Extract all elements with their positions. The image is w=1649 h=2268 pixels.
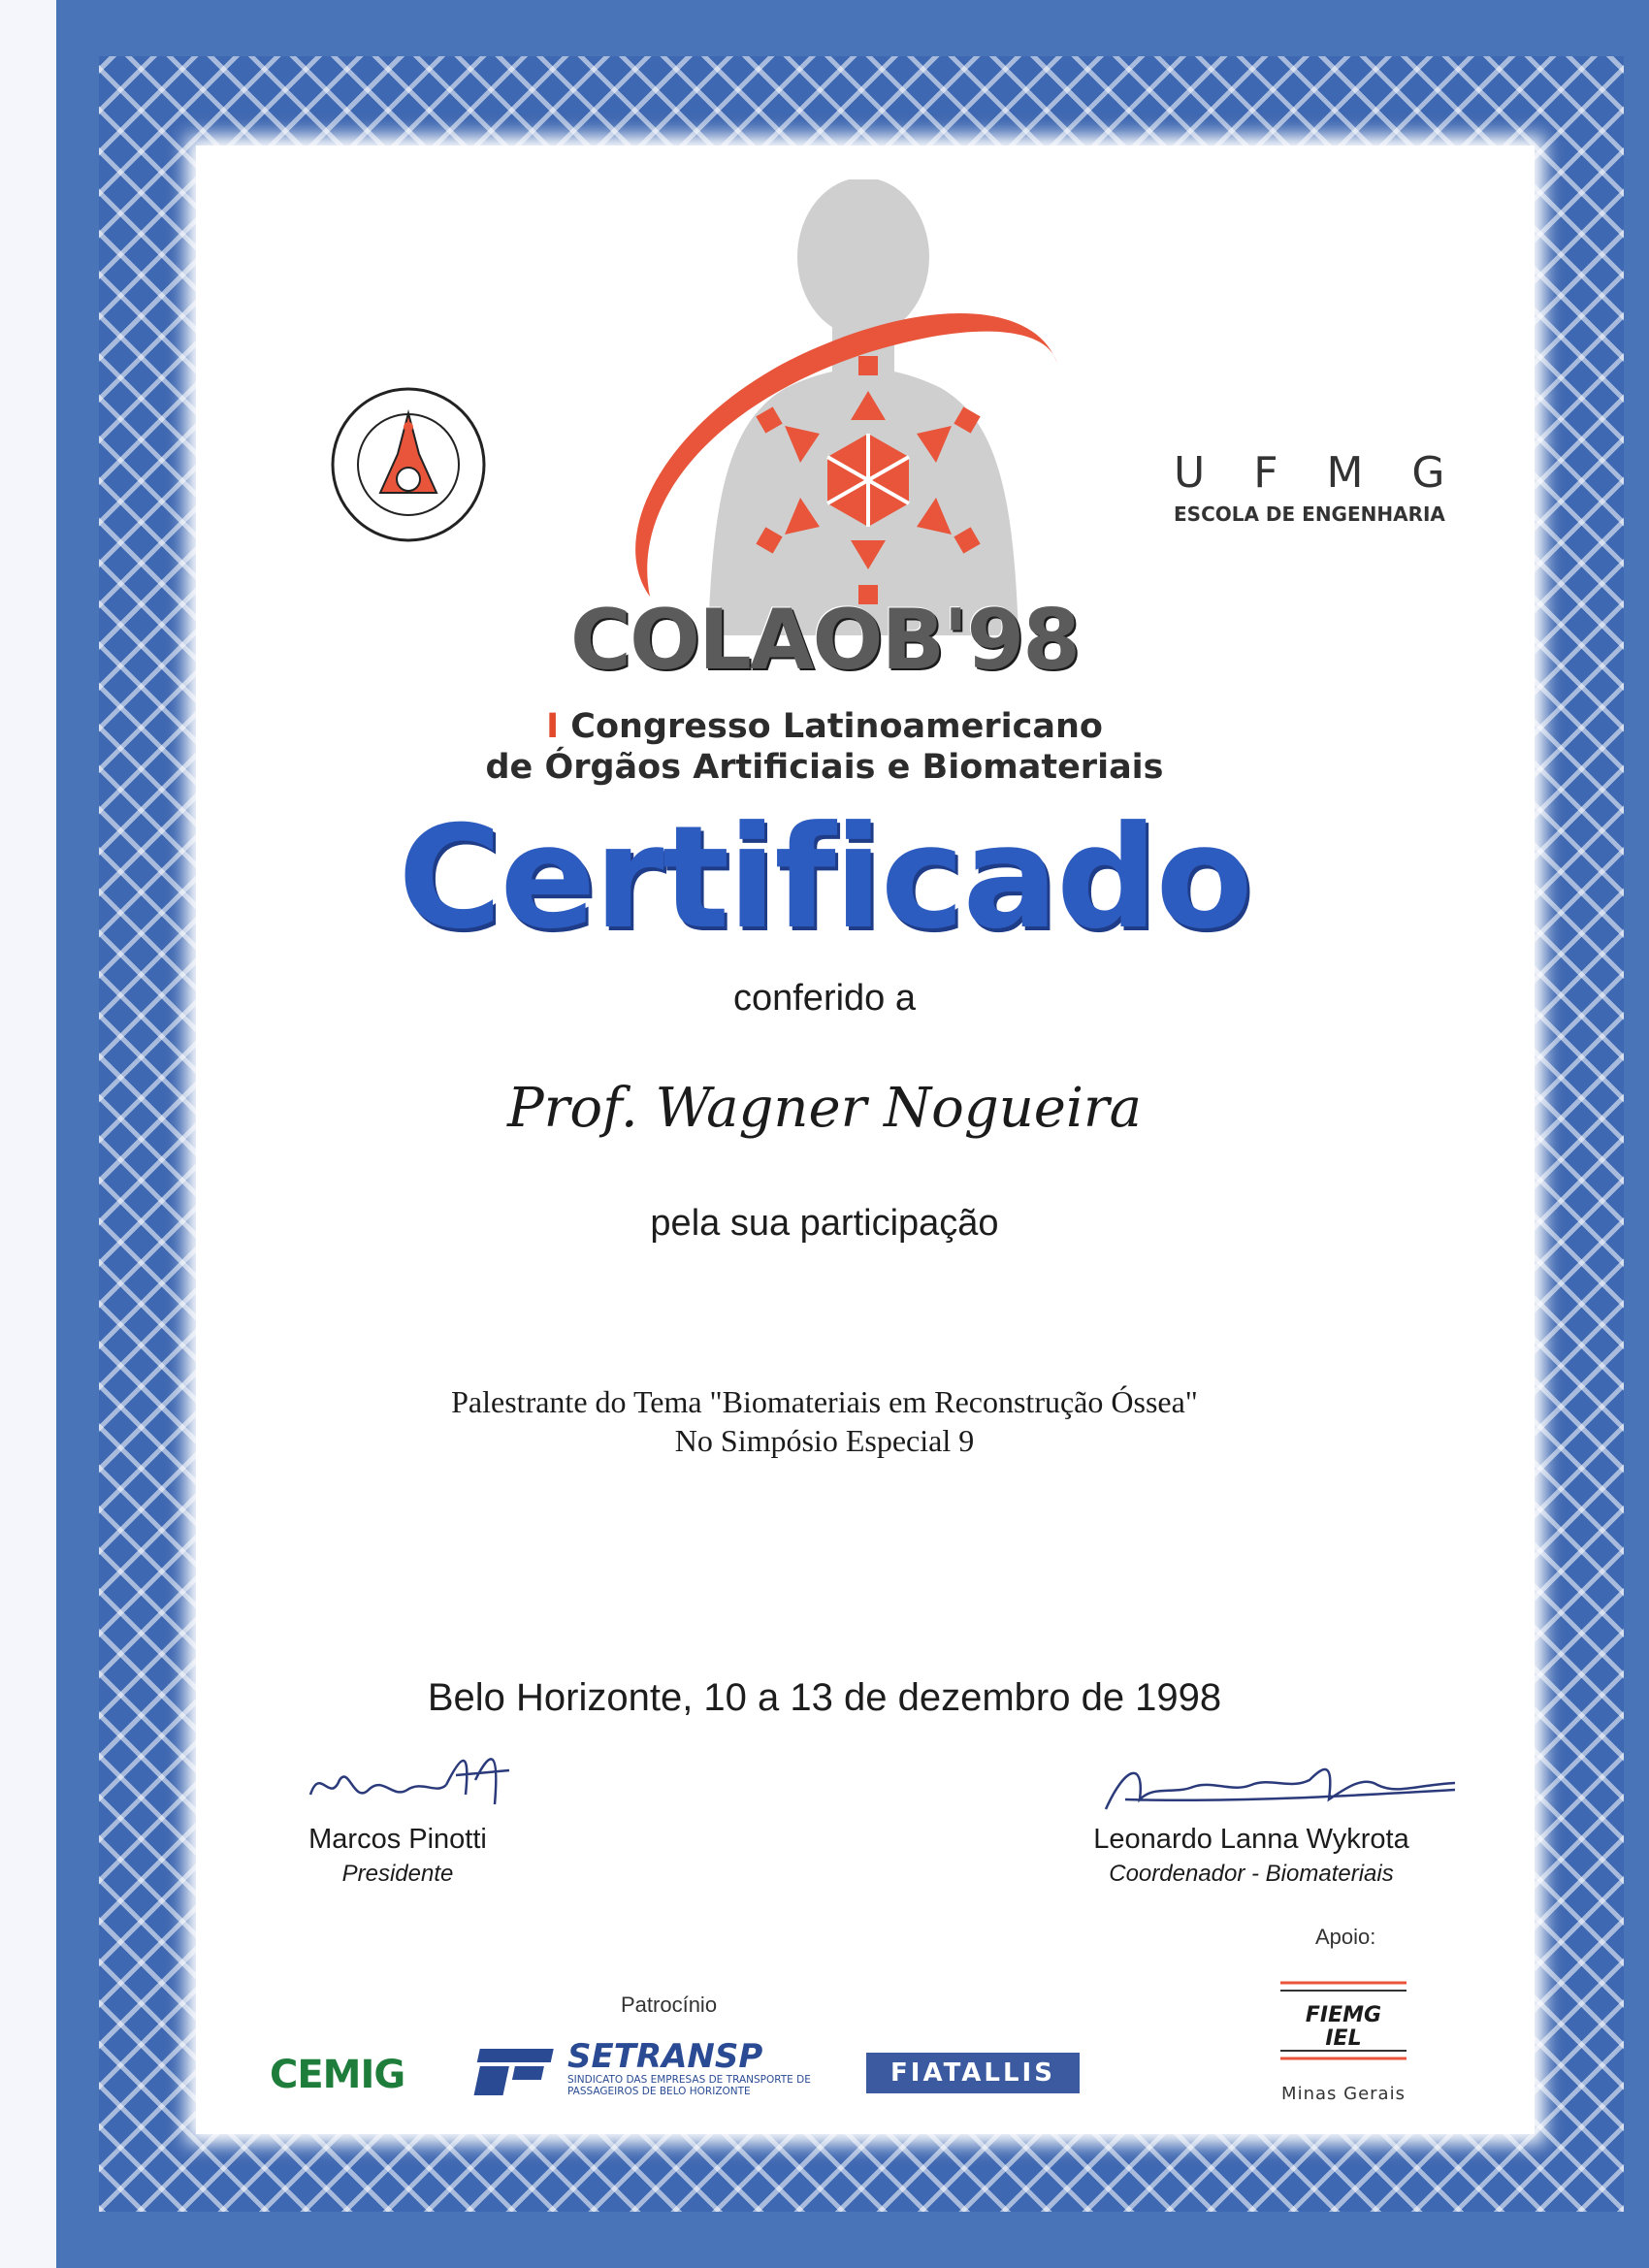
ufmg-school-label: ESCOLA DE ENGENHARIA: [1174, 502, 1445, 526]
place-and-date: Belo Horizonte, 10 a 13 de dezembro de 1998: [427, 1676, 1222, 1719]
cemig-logo: CEMIG: [270, 2053, 405, 2097]
support-label: Apoio:: [1315, 1925, 1376, 1949]
signatory-right-role: Coordenador - Biomateriais: [1109, 1861, 1394, 1887]
setransp-subtitle: SINDICATO DAS EMPRESAS DE TRANSPORTE DE PASSAGEIROS DE BELO HORIZONTE: [567, 2074, 811, 2097]
recipient-name: Prof. Wagner Nogueira: [506, 1077, 1143, 1140]
signatory-right-name: Leonardo Lanna Wykrota: [1093, 1824, 1409, 1855]
participation-details: [340, 1382, 1310, 1460]
congress-title: [388, 706, 1261, 788]
colaob-emblem: [621, 179, 1106, 635]
congress-numeral: I: [546, 707, 560, 746]
conferred-to-label: conferido a: [732, 978, 916, 1019]
role-line-1: Palestrante do Tema "Biomateriais em Reconstrução Óssea": [451, 1384, 1198, 1419]
ibb-seal-logo: [330, 386, 487, 543]
paper-edge: [0, 0, 56, 2268]
sponsorship-label: Patrocínio: [621, 1993, 718, 2017]
fiemg-iel-text: [1280, 2004, 1406, 2051]
signatory-left-name: Marcos Pinotti: [308, 1824, 487, 1855]
iel-label: IEL: [1325, 2026, 1362, 2051]
fiemg-label: FIEMG: [1305, 2003, 1382, 2027]
certificate-title: Certificado: [398, 795, 1251, 960]
setransp-logo: SETRANSP: [567, 2037, 763, 2076]
participation-label: pela sua participação: [650, 1203, 999, 1244]
event-acronym: COLAOB'98: [569, 592, 1080, 689]
signature-left: [301, 1736, 524, 1829]
congress-line-2: de Órgãos Artificiais e Biomateriais: [485, 748, 1164, 787]
congress-line-1: Congresso Latinoamericano: [570, 707, 1103, 746]
signature-right: [1086, 1746, 1465, 1824]
setransp-icon: [473, 2043, 561, 2101]
role-line-2: No Simpósio Especial 9: [674, 1423, 975, 1458]
ufmg-logo: U F M G: [1174, 448, 1463, 498]
signatory-left-role: Presidente: [341, 1861, 454, 1887]
fiatallis-logo: FIATALLIS: [866, 2053, 1080, 2093]
minas-gerais-label: Minas Gerais: [1281, 2084, 1406, 2104]
